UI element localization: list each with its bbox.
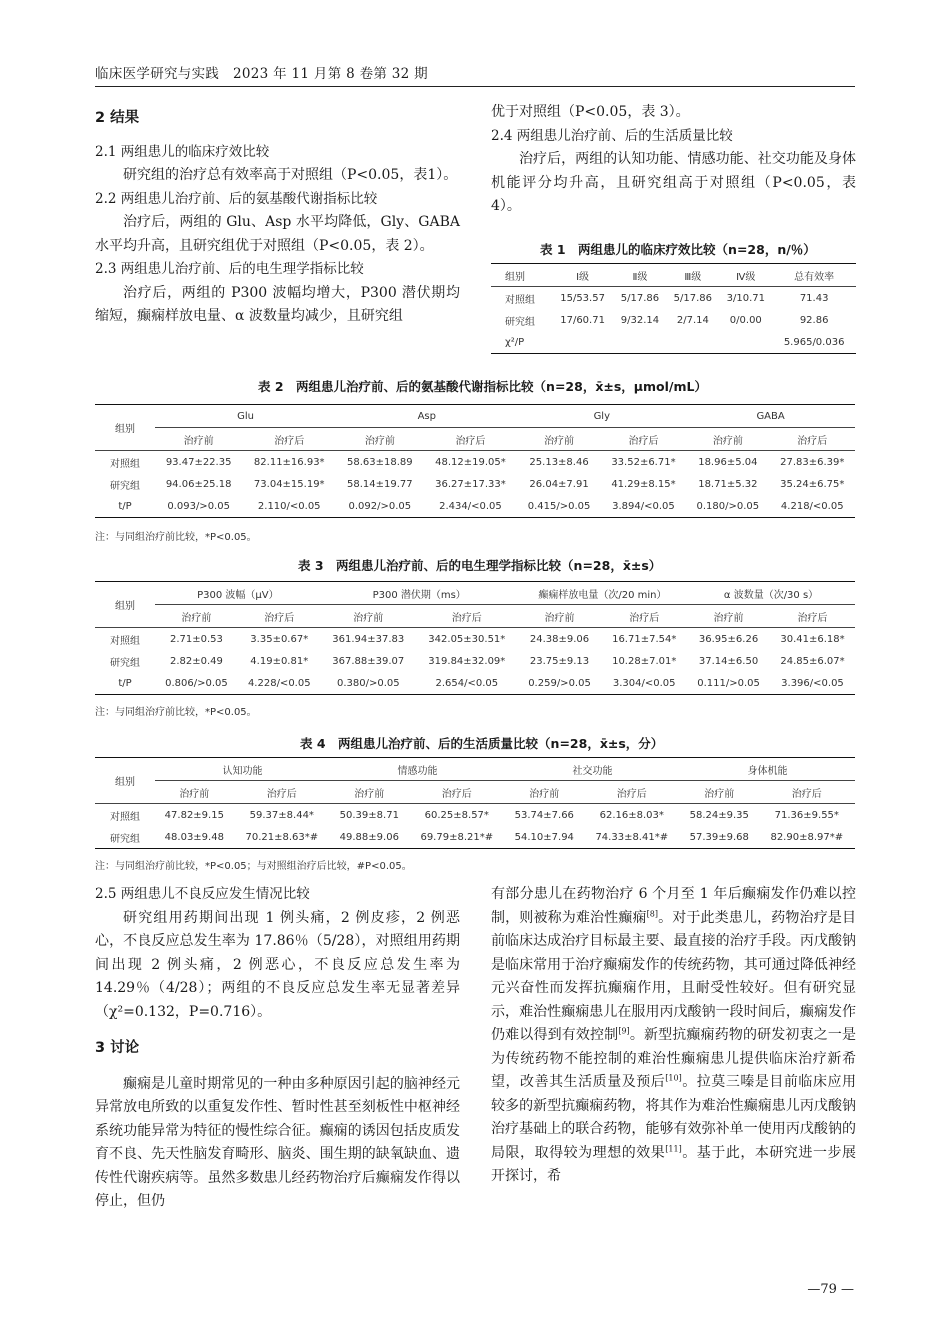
table2-cell: t/P xyxy=(118,500,132,512)
table3-cell: 342.05±30.51* xyxy=(428,633,506,645)
text-run: 。对于此类患儿，药物治疗是目前临床达成治疗目标最主要、最直接的治疗手段。丙戊酸钠是临床常用于治疗癫痫发作的传统药物，其可通过降低神经元兴奋性而发挥抗癫痫作用，且耐受性较好。但有研究显示，难治性癫痫患儿在服用丙戊酸钠一段时间后，癫痫发作仍难以得到有效控制 xyxy=(491,909,856,1043)
table2-cell: 58.14±19.77 xyxy=(347,478,413,490)
table4-cell: 50.39±8.71 xyxy=(339,809,399,821)
table3-sub: 治疗后 xyxy=(601,605,687,628)
table2-sub: 治疗后 xyxy=(601,428,686,451)
citation-ref: [10] xyxy=(665,1073,682,1083)
issue-info: 2023 年 11 月第 8 卷第 32 期 xyxy=(232,66,428,82)
table3-sub: 治疗前 xyxy=(687,605,770,628)
table2-cell: 41.29±8.15* xyxy=(611,478,676,490)
table3-group: α 波数量（次/30 s） xyxy=(687,582,855,605)
table4-cell: 69.79±8.21*# xyxy=(420,831,494,843)
table1-header-row xyxy=(491,264,856,287)
table3-cell: 2.654/<0.05 xyxy=(435,677,499,689)
table2-sub: 治疗前 xyxy=(686,428,769,451)
table1-cell: 0/0.00 xyxy=(729,314,762,326)
table1-cell: 2/7.14 xyxy=(676,314,709,326)
table3-cell: 367.88±39.07 xyxy=(332,655,405,667)
table4-cell: 70.21±8.63*# xyxy=(245,831,319,843)
subheading-2-3: 2.3 两组患儿治疗前、后的电生理学指标比较 xyxy=(95,261,364,277)
table2-cell: 48.12±19.05* xyxy=(435,456,506,468)
table2-cell: 35.24±6.75* xyxy=(780,478,845,490)
table4-sub: 治疗后 xyxy=(409,781,505,804)
left-column-top xyxy=(95,107,460,329)
table4-cell: 47.82±9.15 xyxy=(164,809,224,821)
table2-cell: 18.71±5.32 xyxy=(698,478,758,490)
table3-cell: t/P xyxy=(118,677,132,689)
table4-group: 社交功能 xyxy=(505,758,680,781)
table4-cell: 48.03±9.48 xyxy=(164,831,224,843)
table2-cell: 27.83±6.39* xyxy=(780,456,845,468)
table2-sub-row xyxy=(95,428,855,451)
table-row xyxy=(95,672,855,695)
table3-group: P300 潜伏期（ms） xyxy=(321,582,518,605)
table1-cell: 71.43 xyxy=(799,292,829,304)
table1-cell: 研究组 xyxy=(505,316,535,328)
table1-cell: 3/10.71 xyxy=(726,292,765,304)
table2-group-row xyxy=(95,405,855,428)
table-row xyxy=(491,287,856,310)
citation-ref: [9] xyxy=(618,1026,630,1036)
left-column-bottom xyxy=(95,883,460,1214)
table1-cell: 5/17.86 xyxy=(620,292,660,304)
text-run: 。新型抗癫痫药物的研发初衷之一是为传统药物不能控制的难治性癫痫患儿提供临床治疗新希望，改善其生活质量及预后 xyxy=(491,1027,857,1090)
table4-cell: 58.24±9.35 xyxy=(689,809,749,821)
table4-sub: 治疗前 xyxy=(505,781,584,804)
table2-cell: 26.04±7.91 xyxy=(529,478,589,490)
table3-note: 注：与同组治疗前比较，*P<0.05。 xyxy=(95,707,257,718)
table1-cell: 9/32.14 xyxy=(620,314,660,326)
table3-sub: 治疗前 xyxy=(321,605,416,628)
table3-cell: 3.304/<0.05 xyxy=(612,677,676,689)
table4-cell: 82.90±8.97*# xyxy=(770,831,844,843)
text-run: 。拉莫三嗪是目前临床应用较多的新型抗癫痫药物，将其作为难治性癫痫患儿丙戊酸钠治疗基础上的联合药物，能够有效弥补单一使用丙戊酸钠的局限，取得较为理想的效果 xyxy=(491,1074,857,1161)
subheading-2-2: 2.2 两组患儿治疗前、后的氨基酸代谢指标比较 xyxy=(95,190,378,207)
table3 xyxy=(95,581,855,695)
table4-group-row xyxy=(95,758,855,781)
table4-cell: 49.88±9.06 xyxy=(339,831,399,843)
table3-cell: 4.228/<0.05 xyxy=(247,677,311,689)
citation-ref: [8] xyxy=(646,908,658,918)
subheading-2-4: 2.4 两组患儿治疗前、后的生活质量比较 xyxy=(491,127,733,144)
table2-cell: 93.47±22.35 xyxy=(165,456,232,468)
header-rule xyxy=(95,86,855,87)
table2-sub: 治疗后 xyxy=(770,428,856,451)
table3-cell: 24.85±6.07* xyxy=(780,655,845,667)
table4-title: 表 4 两组患儿治疗前、后的生活质量比较（n=28，x̄±s，分） xyxy=(300,736,664,751)
table2-sub: 治疗前 xyxy=(155,428,242,451)
table1-cell: 92.86 xyxy=(799,314,829,326)
table3-sub-row xyxy=(95,605,855,628)
table4-sub: 治疗后 xyxy=(584,781,680,804)
table-row xyxy=(95,826,855,849)
table2-sub: 治疗后 xyxy=(242,428,336,451)
table2-cell: 25.13±8.46 xyxy=(529,456,589,468)
table3-cell: 37.14±6.50 xyxy=(698,655,759,667)
paragraph-discussion-2 xyxy=(491,883,856,1189)
table3-cell: 3.396/<0.05 xyxy=(781,677,844,689)
table2-cell: 0.092/>0.05 xyxy=(348,500,412,512)
table2-cell: 73.04±15.19* xyxy=(253,478,325,490)
table3-cell: 361.94±37.83 xyxy=(332,633,405,645)
section-heading-results: 2 结果 xyxy=(95,110,140,126)
table2-group-label: 组别 xyxy=(95,405,155,451)
table4-sub: 治疗后 xyxy=(234,781,330,804)
table3-cell: 16.71±7.54* xyxy=(612,633,677,645)
table3-cell: 0.111/>0.05 xyxy=(697,677,760,689)
table4-sub-row xyxy=(95,781,855,804)
table-row xyxy=(95,451,855,474)
table3-group-label: 组别 xyxy=(95,582,155,628)
right-column-top xyxy=(491,101,856,219)
table-row xyxy=(95,804,855,827)
table3-cell: 0.380/>0.05 xyxy=(336,677,400,689)
table4-cell: 62.16±8.03* xyxy=(599,809,664,821)
table1-cell: 5/17.86 xyxy=(673,292,713,304)
table3-cell: 10.28±7.01* xyxy=(612,655,677,667)
table3-cell: 4.19±0.81* xyxy=(250,655,309,667)
paragraph-discussion-1: 癫痫是儿童时期常见的一种由多种原因引起的脑神经元异常放电所致的以重复发作性、暂时性甚至刻板性中枢神经系统功能异常为特征的慢性综合征。癫痫的诱因包括皮质发育不良、先天性脑发育畸形、脑炎、围生期的缺氧缺血、遗传性代谢疾病等。虽然多数患儿经药物治疗后癫痫发作得以停止，但仍 xyxy=(95,1075,460,1209)
table3-cell: 2.82±0.49 xyxy=(169,655,223,667)
table4-cell: 54.10±7.94 xyxy=(514,831,574,843)
table1-title: 表 1 两组患儿的临床疗效比较（n=28，n/％） xyxy=(540,242,816,257)
paragraph-2-3: 治疗后，两组的 P300 波幅均增大，P300 潜伏期均缩短，癫痫样放电量、α 波数量均减少，且研究组 xyxy=(95,284,460,324)
table4-note: 注：与同组治疗前比较，*P<0.05；与对照组治疗后比较，#P<0.05。 xyxy=(95,861,412,872)
table2-cell: 82.11±16.93* xyxy=(253,456,325,468)
table4-sub: 治疗前 xyxy=(155,781,234,804)
table1-header: 总有效率 xyxy=(772,264,856,287)
table3-cell: 研究组 xyxy=(110,657,140,669)
table2 xyxy=(95,404,855,518)
table3-sub: 治疗前 xyxy=(155,605,238,628)
table-row xyxy=(491,309,856,331)
table2-cell: 0.415/>0.05 xyxy=(527,500,591,512)
table4-cell: 研究组 xyxy=(110,833,140,845)
table2-cell: 36.27±17.33* xyxy=(435,478,506,490)
table3-cell: 2.71±0.53 xyxy=(169,633,223,645)
citation-ref: [11] xyxy=(665,1143,682,1153)
table2-cell: 58.63±18.89 xyxy=(347,456,413,468)
table2-group: GABA xyxy=(686,405,855,428)
table4-cell: 71.36±9.55* xyxy=(774,809,839,821)
table1 xyxy=(491,263,856,354)
table2-cell: 94.06±25.18 xyxy=(165,478,232,490)
table3-group: 癫痫样放电量（次/20 min） xyxy=(518,582,687,605)
table1-header: Ⅰ级 xyxy=(552,264,614,287)
table3-cell: 30.41±6.18* xyxy=(780,633,845,645)
journal-name: 临床医学研究与实践 xyxy=(95,66,220,82)
text-run: 有部分患儿在药物治疗 6 个月至 1 年后癫痫发作仍难以控制，则被称为难治性癫痫 xyxy=(491,886,856,926)
table4-cell: 53.74±7.66 xyxy=(514,809,574,821)
table-row xyxy=(95,473,855,495)
table2-cell: 对照组 xyxy=(110,458,140,470)
table4-cell: 对照组 xyxy=(110,811,140,823)
table-row xyxy=(95,495,855,518)
table2-group: Asp xyxy=(336,405,517,428)
table2-cell: 33.52±6.71* xyxy=(611,456,676,468)
page-number: —79 — xyxy=(807,1282,854,1297)
paragraph-2-3-continued: 优于对照组（P<0.05，表 3）。 xyxy=(491,104,690,120)
table4-sub: 治疗前 xyxy=(330,781,409,804)
table1-stat-label: χ²/P xyxy=(505,336,525,348)
table2-sub: 治疗前 xyxy=(336,428,423,451)
table2-cell: 3.894/<0.05 xyxy=(612,500,675,512)
paragraph-2-4: 治疗后，两组的认知功能、情感功能、社交功能及身体机能评分均升高，且研究组高于对照组（P<0.05，表 4）。 xyxy=(491,151,856,214)
table2-sub: 治疗后 xyxy=(423,428,517,451)
table-row xyxy=(491,331,856,354)
table4-cell: 60.25±8.57* xyxy=(424,809,489,821)
text-run: 。基于此，本研究进一步展开探讨，希 xyxy=(491,1144,857,1184)
subheading-2-5: 2.5 两组患儿不良反应发生情况比较 xyxy=(95,886,310,902)
table3-cell: 0.259/>0.05 xyxy=(528,677,591,689)
subheading-2-1: 2.1 两组患儿的临床疗效比较 xyxy=(95,143,270,160)
table4-group: 情感功能 xyxy=(330,758,505,781)
table2-cell: 2.110/<0.05 xyxy=(257,500,321,512)
table4-sub: 治疗后 xyxy=(759,781,855,804)
table4-cell: 59.37±8.44* xyxy=(249,809,314,821)
table4-group: 认知功能 xyxy=(155,758,330,781)
table2-title: 表 2 两组患儿治疗前、后的氨基酸代谢指标比较（n=28，x̄±s，μmol/mL） xyxy=(258,379,707,394)
table4-sub: 治疗前 xyxy=(680,781,759,804)
table2-cell: 18.96±5.04 xyxy=(698,456,758,468)
table1-cell: 15/53.57 xyxy=(560,292,605,304)
table2-cell: 0.093/>0.05 xyxy=(167,500,230,512)
table2-group: Glu xyxy=(155,405,336,428)
table-row xyxy=(95,628,855,651)
table1-stat-value: 5.965/0.036 xyxy=(783,336,845,348)
table3-title: 表 3 两组患儿治疗前、后的电生理学指标比较（n=28，x̄±s） xyxy=(298,558,662,573)
table2-cell: 0.180/>0.05 xyxy=(696,500,760,512)
table3-cell: 0.806/>0.05 xyxy=(165,677,228,689)
table3-sub: 治疗后 xyxy=(416,605,518,628)
table3-cell: 对照组 xyxy=(110,635,140,647)
table4-group: 身体机能 xyxy=(680,758,855,781)
table-row xyxy=(95,650,855,672)
table3-cell: 3.35±0.67* xyxy=(250,633,309,645)
table4 xyxy=(95,757,855,849)
table3-group: P300 波幅（μV） xyxy=(155,582,321,605)
table1-header: Ⅲ级 xyxy=(666,264,719,287)
paragraph-2-5: 研究组用药期间出现 1 例头痛，2 例皮疹，2 例恶心，不良反应总发生率为 17.86％（5/28），对照组用药期间出现 2 例头痛，2 例恶心，不良反应总发生率为 14.29％（4/28）；两组的不良反应总发生率无显著差异（χ²=0.132，P=0.716）。 xyxy=(95,909,460,1020)
table4-cell: 57.39±9.68 xyxy=(689,831,749,843)
table3-cell: 23.75±9.13 xyxy=(529,655,590,667)
table1-header: 组别 xyxy=(491,264,552,287)
table2-cell: 2.434/<0.05 xyxy=(439,500,502,512)
table3-sub: 治疗前 xyxy=(518,605,602,628)
paragraph-2-1: 研究组的治疗总有效率高于对照组（P<0.05，表1）。 xyxy=(123,167,458,183)
table2-sub: 治疗前 xyxy=(517,428,600,451)
table3-cell: 36.95±6.26 xyxy=(698,633,759,645)
table3-cell: 319.84±32.09* xyxy=(428,655,506,667)
table4-cell: 74.33±8.41*# xyxy=(595,831,669,843)
table2-note: 注：与同组治疗前比较，*P<0.05。 xyxy=(95,532,257,543)
table1-cell: 17/60.71 xyxy=(560,314,605,326)
table1-header: Ⅱ级 xyxy=(613,264,666,287)
table4-group-label: 组别 xyxy=(95,758,155,804)
table3-group-row xyxy=(95,582,855,605)
table3-sub: 治疗后 xyxy=(238,605,321,628)
paragraph-2-2: 治疗后，两组的 Glu、Asp 水平均降低，Gly、GABA 水平均升高，且研究组优于对照组（P<0.05，表 2）。 xyxy=(95,214,460,254)
section-heading-discussion: 3 讨论 xyxy=(95,1040,140,1056)
table1-cell: 对照组 xyxy=(505,294,535,306)
running-header xyxy=(95,62,428,82)
right-column-bottom xyxy=(491,883,856,1189)
table2-cell: 4.218/<0.05 xyxy=(780,500,844,512)
table1-header: Ⅳ级 xyxy=(719,264,772,287)
table2-group: Gly xyxy=(517,405,686,428)
table2-cell: 研究组 xyxy=(110,480,140,492)
table3-cell: 24.38±9.06 xyxy=(529,633,590,645)
table3-sub: 治疗后 xyxy=(770,605,855,628)
